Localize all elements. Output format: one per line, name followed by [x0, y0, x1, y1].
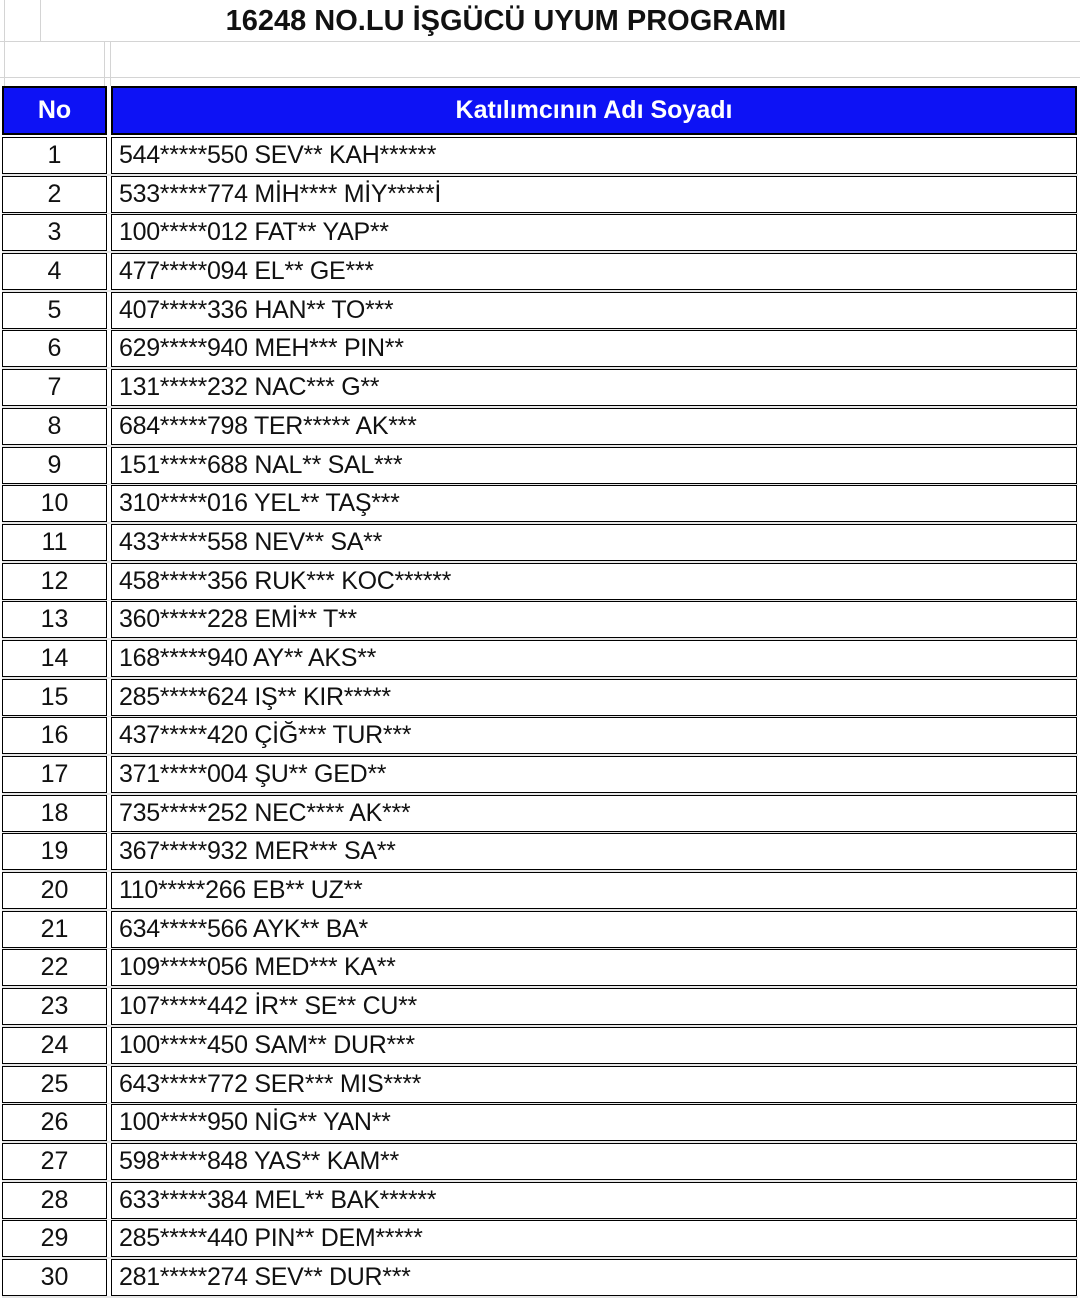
table-row — [2, 369, 1078, 408]
table-row — [2, 408, 1078, 447]
table-row — [2, 988, 1078, 1027]
row-number-cell: 12 — [2, 563, 107, 600]
table-row — [2, 292, 1078, 331]
participant-name-cell: 131*****232 NAC*** G** — [111, 369, 1077, 406]
participant-name-cell: 168*****940 AY** AKS** — [111, 640, 1077, 677]
table-row — [2, 137, 1078, 176]
table-row — [2, 872, 1078, 911]
participant-name-cell: 533*****774 MİH**** MİY*****İ — [111, 176, 1077, 213]
row-number-cell: 11 — [2, 524, 107, 561]
row-number-cell: 25 — [2, 1066, 107, 1103]
participant-name-cell: 310*****016 YEL** TAŞ*** — [111, 485, 1077, 522]
participant-name-cell: 100*****450 SAM** DUR*** — [111, 1027, 1077, 1064]
table-row — [2, 1027, 1078, 1066]
column-header-no: No — [2, 86, 107, 135]
gridline — [104, 42, 105, 86]
row-number-cell: 17 — [2, 756, 107, 793]
participant-name-cell: 109*****056 MED*** KA** — [111, 949, 1077, 986]
row-number-cell: 29 — [2, 1220, 107, 1257]
table-header — [2, 86, 1078, 137]
participant-name-cell: 477*****094 EL** GE*** — [111, 253, 1077, 290]
row-number-cell: 28 — [2, 1182, 107, 1219]
table-row — [2, 447, 1078, 486]
row-number-cell: 21 — [2, 911, 107, 948]
participant-name-cell: 110*****266 EB** UZ** — [111, 872, 1077, 909]
participant-name-cell: 151*****688 NAL** SAL*** — [111, 447, 1077, 484]
row-number-cell: 23 — [2, 988, 107, 1025]
row-number-cell: 20 — [2, 872, 107, 909]
table-row — [2, 524, 1078, 563]
row-number-cell: 7 — [2, 369, 107, 406]
participant-name-cell: 458*****356 RUK*** KOC****** — [111, 563, 1077, 600]
row-number-cell: 6 — [2, 330, 107, 367]
participant-name-cell: 281*****274 SEV** DUR*** — [111, 1259, 1077, 1296]
participant-name-cell: 360*****228 EMİ** T** — [111, 601, 1077, 638]
table-row — [2, 1182, 1078, 1221]
participant-name-cell: 367*****932 MER*** SA** — [111, 833, 1077, 870]
row-separator — [2, 1296, 1078, 1298]
table-row — [2, 679, 1078, 718]
row-number-cell: 9 — [2, 447, 107, 484]
table-row — [2, 601, 1078, 640]
table-row — [2, 485, 1078, 524]
row-number-cell: 4 — [2, 253, 107, 290]
column-header-name: Katılımcının Adı Soyadı — [111, 86, 1077, 135]
table-row — [2, 911, 1078, 950]
participant-name-cell: 100*****012 FAT** YAP** — [111, 214, 1077, 251]
participant-name-cell: 634*****566 AYK** BA* — [111, 911, 1077, 948]
row-number-cell: 2 — [2, 176, 107, 213]
row-number-cell: 3 — [2, 214, 107, 251]
row-number-cell: 15 — [2, 679, 107, 716]
participant-name-cell: 285*****624 IŞ** KIR***** — [111, 679, 1077, 716]
row-number-cell: 16 — [2, 717, 107, 754]
table-row — [2, 1143, 1078, 1182]
row-number-cell: 14 — [2, 640, 107, 677]
row-number-cell: 24 — [2, 1027, 107, 1064]
table-row — [2, 176, 1078, 215]
title-row — [0, 0, 1080, 42]
row-number-cell: 19 — [2, 833, 107, 870]
table-row — [2, 795, 1078, 834]
row-number-cell: 13 — [2, 601, 107, 638]
row-number-cell: 26 — [2, 1104, 107, 1141]
participant-name-cell: 598*****848 YAS** KAM** — [111, 1143, 1077, 1180]
row-number-cell: 1 — [2, 137, 107, 174]
gridline — [110, 42, 111, 86]
participant-name-cell: 285*****440 PIN** DEM***** — [111, 1220, 1077, 1257]
row-number-cell: 22 — [2, 949, 107, 986]
participant-name-cell: 684*****798 TER***** AK*** — [111, 408, 1077, 445]
participant-name-cell: 544*****550 SEV** KAH****** — [111, 137, 1077, 174]
table-row — [2, 949, 1078, 988]
table-row — [2, 1220, 1078, 1259]
participant-name-cell: 633*****384 MEL** BAK****** — [111, 1182, 1077, 1219]
table-row — [2, 1259, 1078, 1298]
table-row — [2, 214, 1078, 253]
participant-name-cell: 407*****336 HAN** TO*** — [111, 292, 1077, 329]
table-row — [2, 1104, 1078, 1143]
participant-name-cell: 107*****442 İR** SE** CU** — [111, 988, 1077, 1025]
table-row — [2, 330, 1078, 369]
participant-name-cell: 433*****558 NEV** SA** — [111, 524, 1077, 561]
table-body — [2, 137, 1078, 1298]
blank-row — [0, 42, 1080, 78]
table-row — [2, 756, 1078, 795]
table-row — [2, 253, 1078, 292]
participant-table — [2, 86, 1078, 1298]
gridline — [4, 0, 5, 86]
participant-name-cell: 100*****950 NİG** YAN** — [111, 1104, 1077, 1141]
participant-name-cell: 629*****940 MEH*** PIN** — [111, 330, 1077, 367]
table-row — [2, 833, 1078, 872]
row-number-cell: 27 — [2, 1143, 107, 1180]
table-row — [2, 640, 1078, 679]
row-number-cell: 18 — [2, 795, 107, 832]
participant-name-cell: 371*****004 ŞU** GED** — [111, 756, 1077, 793]
row-number-cell: 10 — [2, 485, 107, 522]
gridline — [40, 0, 41, 42]
row-number-cell: 5 — [2, 292, 107, 329]
table-row — [2, 1066, 1078, 1105]
page-title: 16248 NO.LU İŞGÜCÜ UYUM PROGRAMI — [225, 5, 787, 37]
row-number-cell: 8 — [2, 408, 107, 445]
row-number-cell: 30 — [2, 1259, 107, 1296]
participant-name-cell: 735*****252 NEC**** AK*** — [111, 795, 1077, 832]
participant-name-cell: 437*****420 ÇİĞ*** TUR*** — [111, 717, 1077, 754]
table-row — [2, 563, 1078, 602]
participant-name-cell: 643*****772 SER*** MIS**** — [111, 1066, 1077, 1103]
table-row — [2, 717, 1078, 756]
